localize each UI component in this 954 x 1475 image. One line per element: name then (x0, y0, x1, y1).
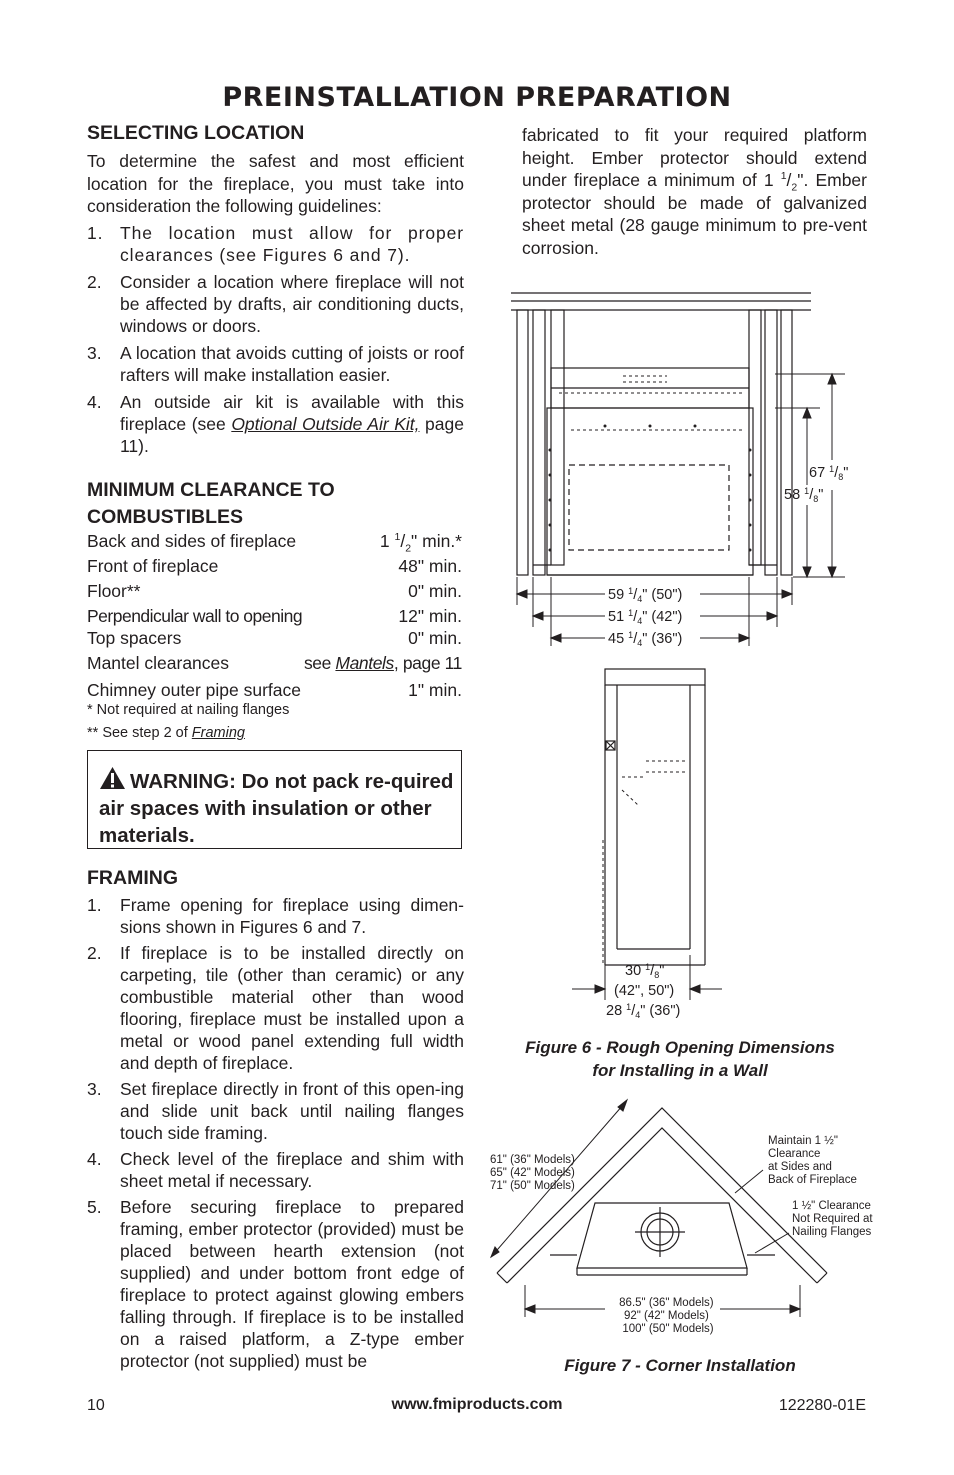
list-item: 2. Consider a location where fireplace will not be affected by drafts, air conditioning ducts, windows or doors. (87, 272, 464, 336)
figure7-nailing-flange-label: 1 ½" Clearance Not Required at Nailing Flanges (792, 1200, 873, 1238)
page-number: 10 (87, 1397, 105, 1414)
location-guidelines-list (87, 222, 464, 457)
framing-heading: FRAMING (87, 867, 178, 889)
mantels-link[interactable]: Mantels (335, 653, 394, 673)
list-item: 3. A location that avoids cutting of joists or roof rafters will make installation easier. (87, 343, 464, 385)
selecting-location-heading: SELECTING LOCATION (87, 122, 305, 144)
figure7-maintain-clearance-label: Maintain 1 ½" Clearance at Sides and Back of Fireplace (768, 1135, 857, 1186)
svg-text:(42", 50"): (42", 50") (614, 983, 675, 999)
figure7-diagonal-label: 61" (36" Models) 65" (42" Models) 71" (50" Models) (490, 1154, 575, 1192)
list-item: 1. The location must allow for proper clearances (see Figures 6 and 7). (87, 223, 464, 265)
ember-protector-continued: fabricated to fit your required platform height. Ember protector should extend under fireplace a minimum of 1 $^1/_2$". Ember protector should be made of galvanized sheet metal (28 gauge minimum to pre-vent corrosion. (522, 125, 867, 258)
list-item: 1. Frame opening for fireplace using dimen-sions shown in Figures 6 and 7. (87, 895, 464, 937)
figure7-bottom-label: 86.5" (36" Models) 92" (42" Models) 100" (50" Models) (619, 1297, 714, 1335)
list-item: 4. Check level of the fireplace and shim with sheet metal if necessary. (87, 1149, 464, 1191)
svg-text:59 1/4" (50"): 59 $^1/_4$" (50") (608, 586, 683, 604)
svg-text:45 1/4" (36"): 45 $^1/_4$" (36") (608, 630, 683, 648)
warning-text: WARNING: Do not pack re-quired air spaces with insulation or other materials. (99, 770, 454, 847)
figure7-caption: Figure 7 - Corner Installation (564, 1356, 796, 1375)
svg-text:58 1/8": 58 $^1/_8$" (784, 486, 824, 504)
figure6-front-view (505, 290, 875, 650)
svg-text:67 1/8": 67 $^1/_8$" (809, 464, 849, 482)
figure6-caption: Figure 6 - Rough Opening Dimensions for Installing in a Wall (525, 1038, 835, 1080)
list-item: 4. An outside air kit is available with this fireplace (see Optional Outside Air Kit, page 11). (87, 392, 464, 456)
min-clearance-heading-1: MINIMUM CLEARANCE TO (87, 479, 335, 501)
selecting-location-intro: To determine the safest and most efficient location for the fireplace, you must take into consideration the following guidelines: (87, 151, 464, 216)
list-item: 2. If fireplace is to be installed directly on carpeting, tile (other than ceramic) or any combustible material other than wood flooring, fireplace must be installed upon a metal or wood panel extending full width and depth of fireplace. (87, 943, 464, 1073)
figure7-corner-diagram (485, 1095, 885, 1345)
website-link[interactable]: www.fmiproducts.com (391, 1396, 563, 1413)
list-item: 5. Before securing fireplace to prepared framing, ember protector (provided) must be placed between hearth extension (not supplied) and under bottom front edge of fireplace to protect against glowing embers falling through. If fireplace is to be installed on a raised platform, a Z-type ember protector (not supplied) must be (87, 1197, 464, 1371)
warning-triangle-icon (99, 766, 126, 790)
svg-text:30 1/8": 30 $^1/_8$" (625, 962, 665, 980)
page-title: PREINSTALLATION PREPARATION (222, 82, 732, 113)
framing-steps-list (87, 894, 464, 1372)
svg-text:51 1/4" (42"): 51 $^1/_4$" (42") (608, 608, 683, 626)
outside-air-kit-link[interactable]: Optional Outside Air Kit, (231, 414, 420, 434)
clearance-note-2: ** See step 2 of Framing (87, 725, 245, 741)
min-clearance-heading-2: COMBUSTIBLES (87, 506, 243, 528)
document-number: 122280-01E (778, 1397, 866, 1414)
svg-text:28 1/4" (36"): 28 $^1/_4$" (36") (606, 1002, 681, 1020)
framing-link[interactable]: Framing (191, 725, 245, 741)
warning-box (87, 750, 462, 849)
clearance-note-1: * Not required at nailing flanges (87, 702, 290, 718)
figure6-side-view (560, 665, 740, 1020)
list-item: 3. Set fireplace directly in front of this open-ing and slide unit back until nailing flanges touch side framing. (87, 1079, 464, 1143)
